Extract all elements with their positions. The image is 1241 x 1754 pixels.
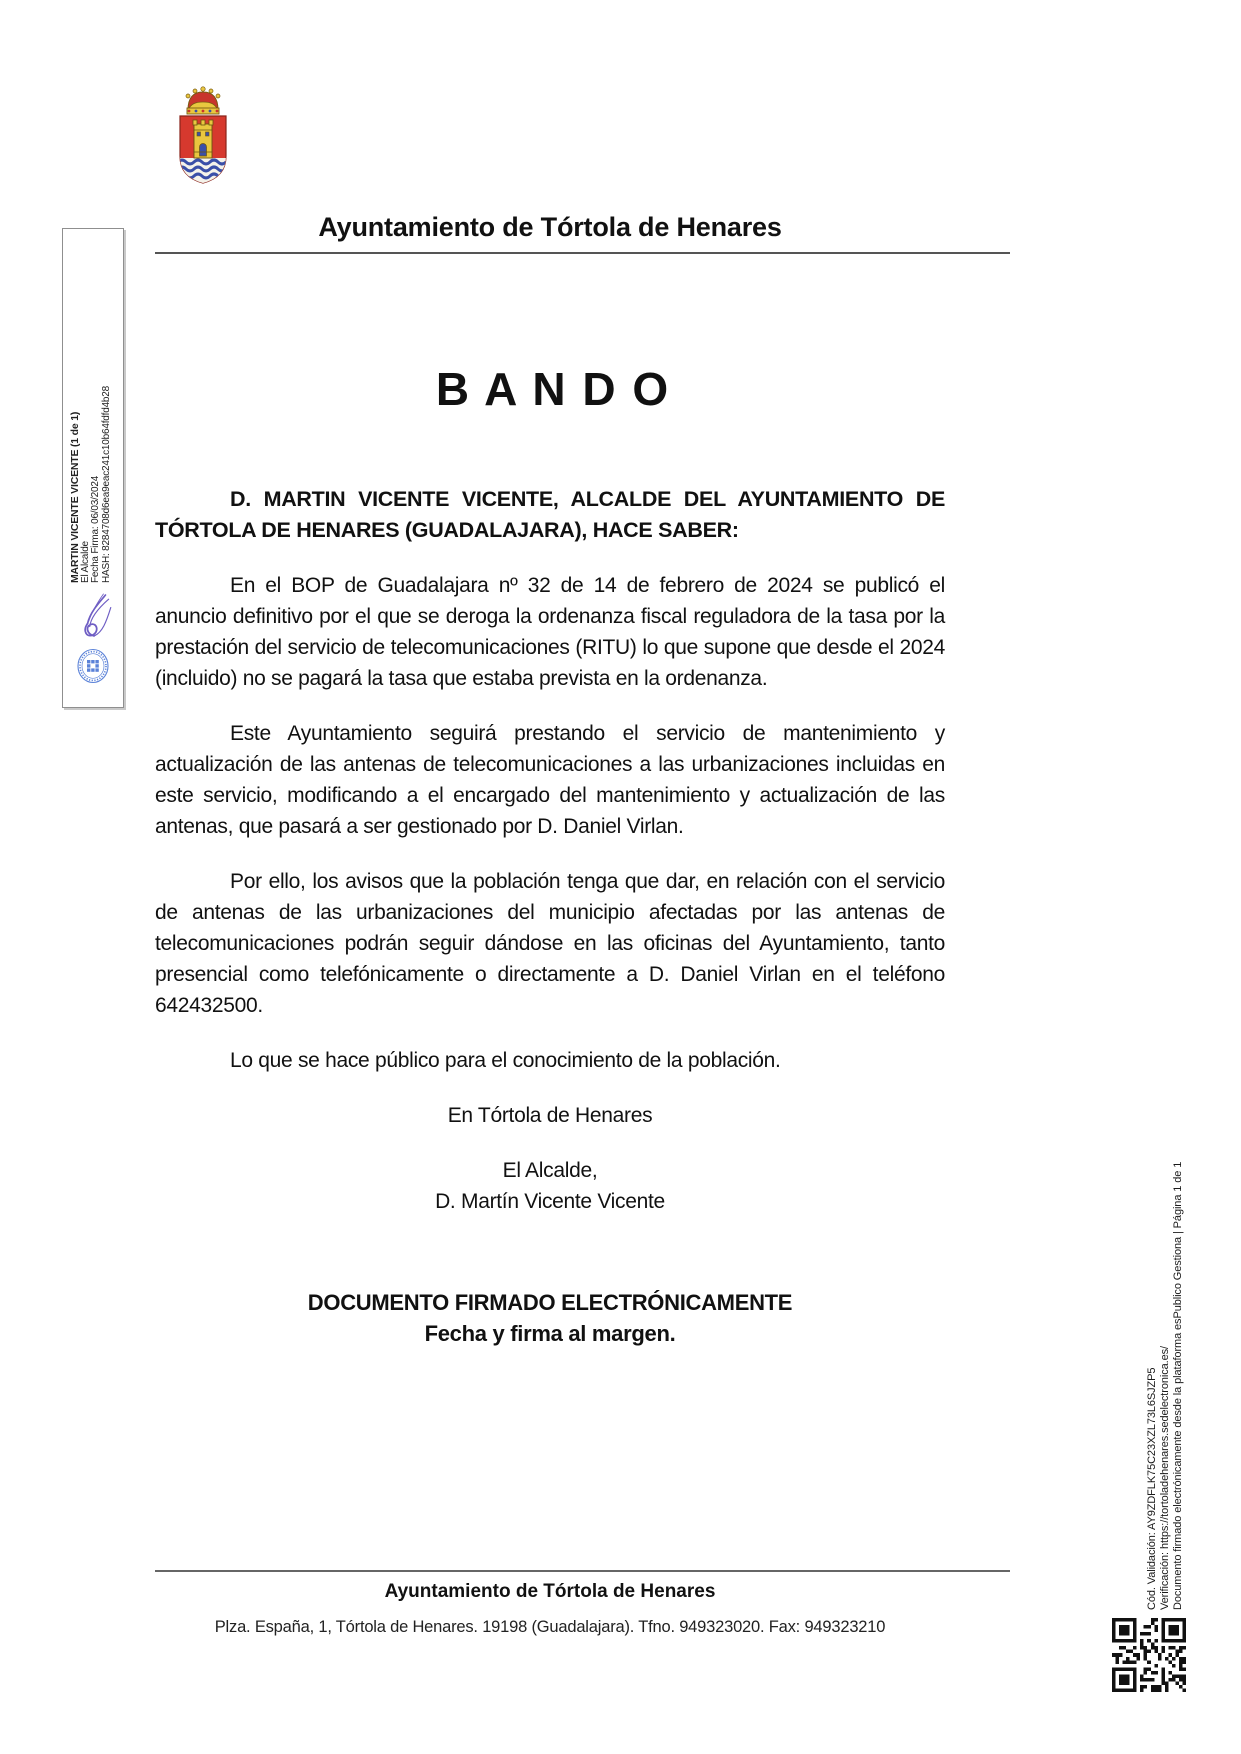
signature-date: Fecha Firma: 06/03/2024 [90,475,101,583]
body-paragraph: Por ello, los avisos que la población tenga que dar, en relación con el servicio de antenas de las urbanizaciones del municipio afectadas por las antenas de telecomunicaciones podrán seguir dándose en las oficinas del Ayuntamiento, tanto presencial como telefónicamente o directamente a D. Daniel Virlan en el teléfono 642432500. [155,870,945,1017]
header-rule [155,252,1010,254]
body-paragraph: En el BOP de Guadalajara nº 32 de 14 de febrero de 2024 se publicó el anuncio definitivo por el que se deroga la ordenanza fiscal reguladora de la tasa por la prestación del servicio de telecomunicaciones (RITU) lo que supone que desde el 2024 (incluido) no se pagará la tasa que estaba prevista en la ordenanza. [155,574,945,690]
qr-code-icon [1112,1618,1186,1692]
signer-role: El Alcalde [79,541,91,583]
body-paragraph: Este Ayuntamiento seguirá prestando el servicio de mantenimiento y actualización de las antenas de telecomunicaciones a las urbanizaciones incluidas en este servicio, modificando a el encargado del mantenimiento y actualización de las antenas, que pasará a ser gestionado por D. Daniel Virlan. [155,722,945,838]
signature-details [70,386,112,583]
validation-margin-text [1146,1162,1185,1610]
seal-stamp-icon [76,647,110,685]
footer-rule [155,1570,1010,1572]
signature-line-role: El Alcalde, [502,1159,598,1182]
signed-margin-line: Fecha y firma al margen. [424,1321,676,1346]
place-line: En Tórtola de Henares [447,1104,653,1127]
footer-address: Plza. España, 1, Tórtola de Henares. 19198 (Guadalajara). Tfno. 949323020. Fax: 949323210 [214,1618,886,1636]
signature-hash: HASH: 8284708d6ea9eac241c10b64fdfd4b28 [100,385,112,583]
signed-electronically-line: DOCUMENTO FIRMADO ELECTRÓNICAMENTE [307,1290,793,1315]
signer-name: MARTIN VICENTE VICENTE (1 de 1) [69,411,81,583]
signature-line-name: D. Martín Vicente Vicente [435,1190,665,1213]
coat-of-arms-icon [175,84,231,188]
closing-line: Lo que se hace público para el conocimiento de la población. [230,1049,781,1072]
signature-scribble-icon [74,591,116,641]
validation-code: Cód. Validación: AY9ZDFLK75C23XZL73L6SJZP5 [1146,1367,1158,1610]
platform-note: Documento firmado electrónicamente desde la plataforma esPublico Gestiona | Página 1 de 1 [1172,1161,1184,1610]
signature-margin-box [62,228,124,708]
verification-url: Verificación: https://tortoladehenares.sedelectronica.es/ [1159,1346,1171,1610]
document-title: B A N D O [435,363,671,415]
heading-paragraph: D. MARTIN VICENTE VICENTE, ALCALDE DEL AYUNTAMIENTO DE TÓRTOLA DE HENARES (GUADALAJARA), HACE SABER: [155,487,945,542]
footer-title: Ayuntamiento de Tórtola de Henares [384,1581,716,1602]
header-title: Ayuntamiento de Tórtola de Henares [318,212,782,242]
document-body [155,484,945,1373]
